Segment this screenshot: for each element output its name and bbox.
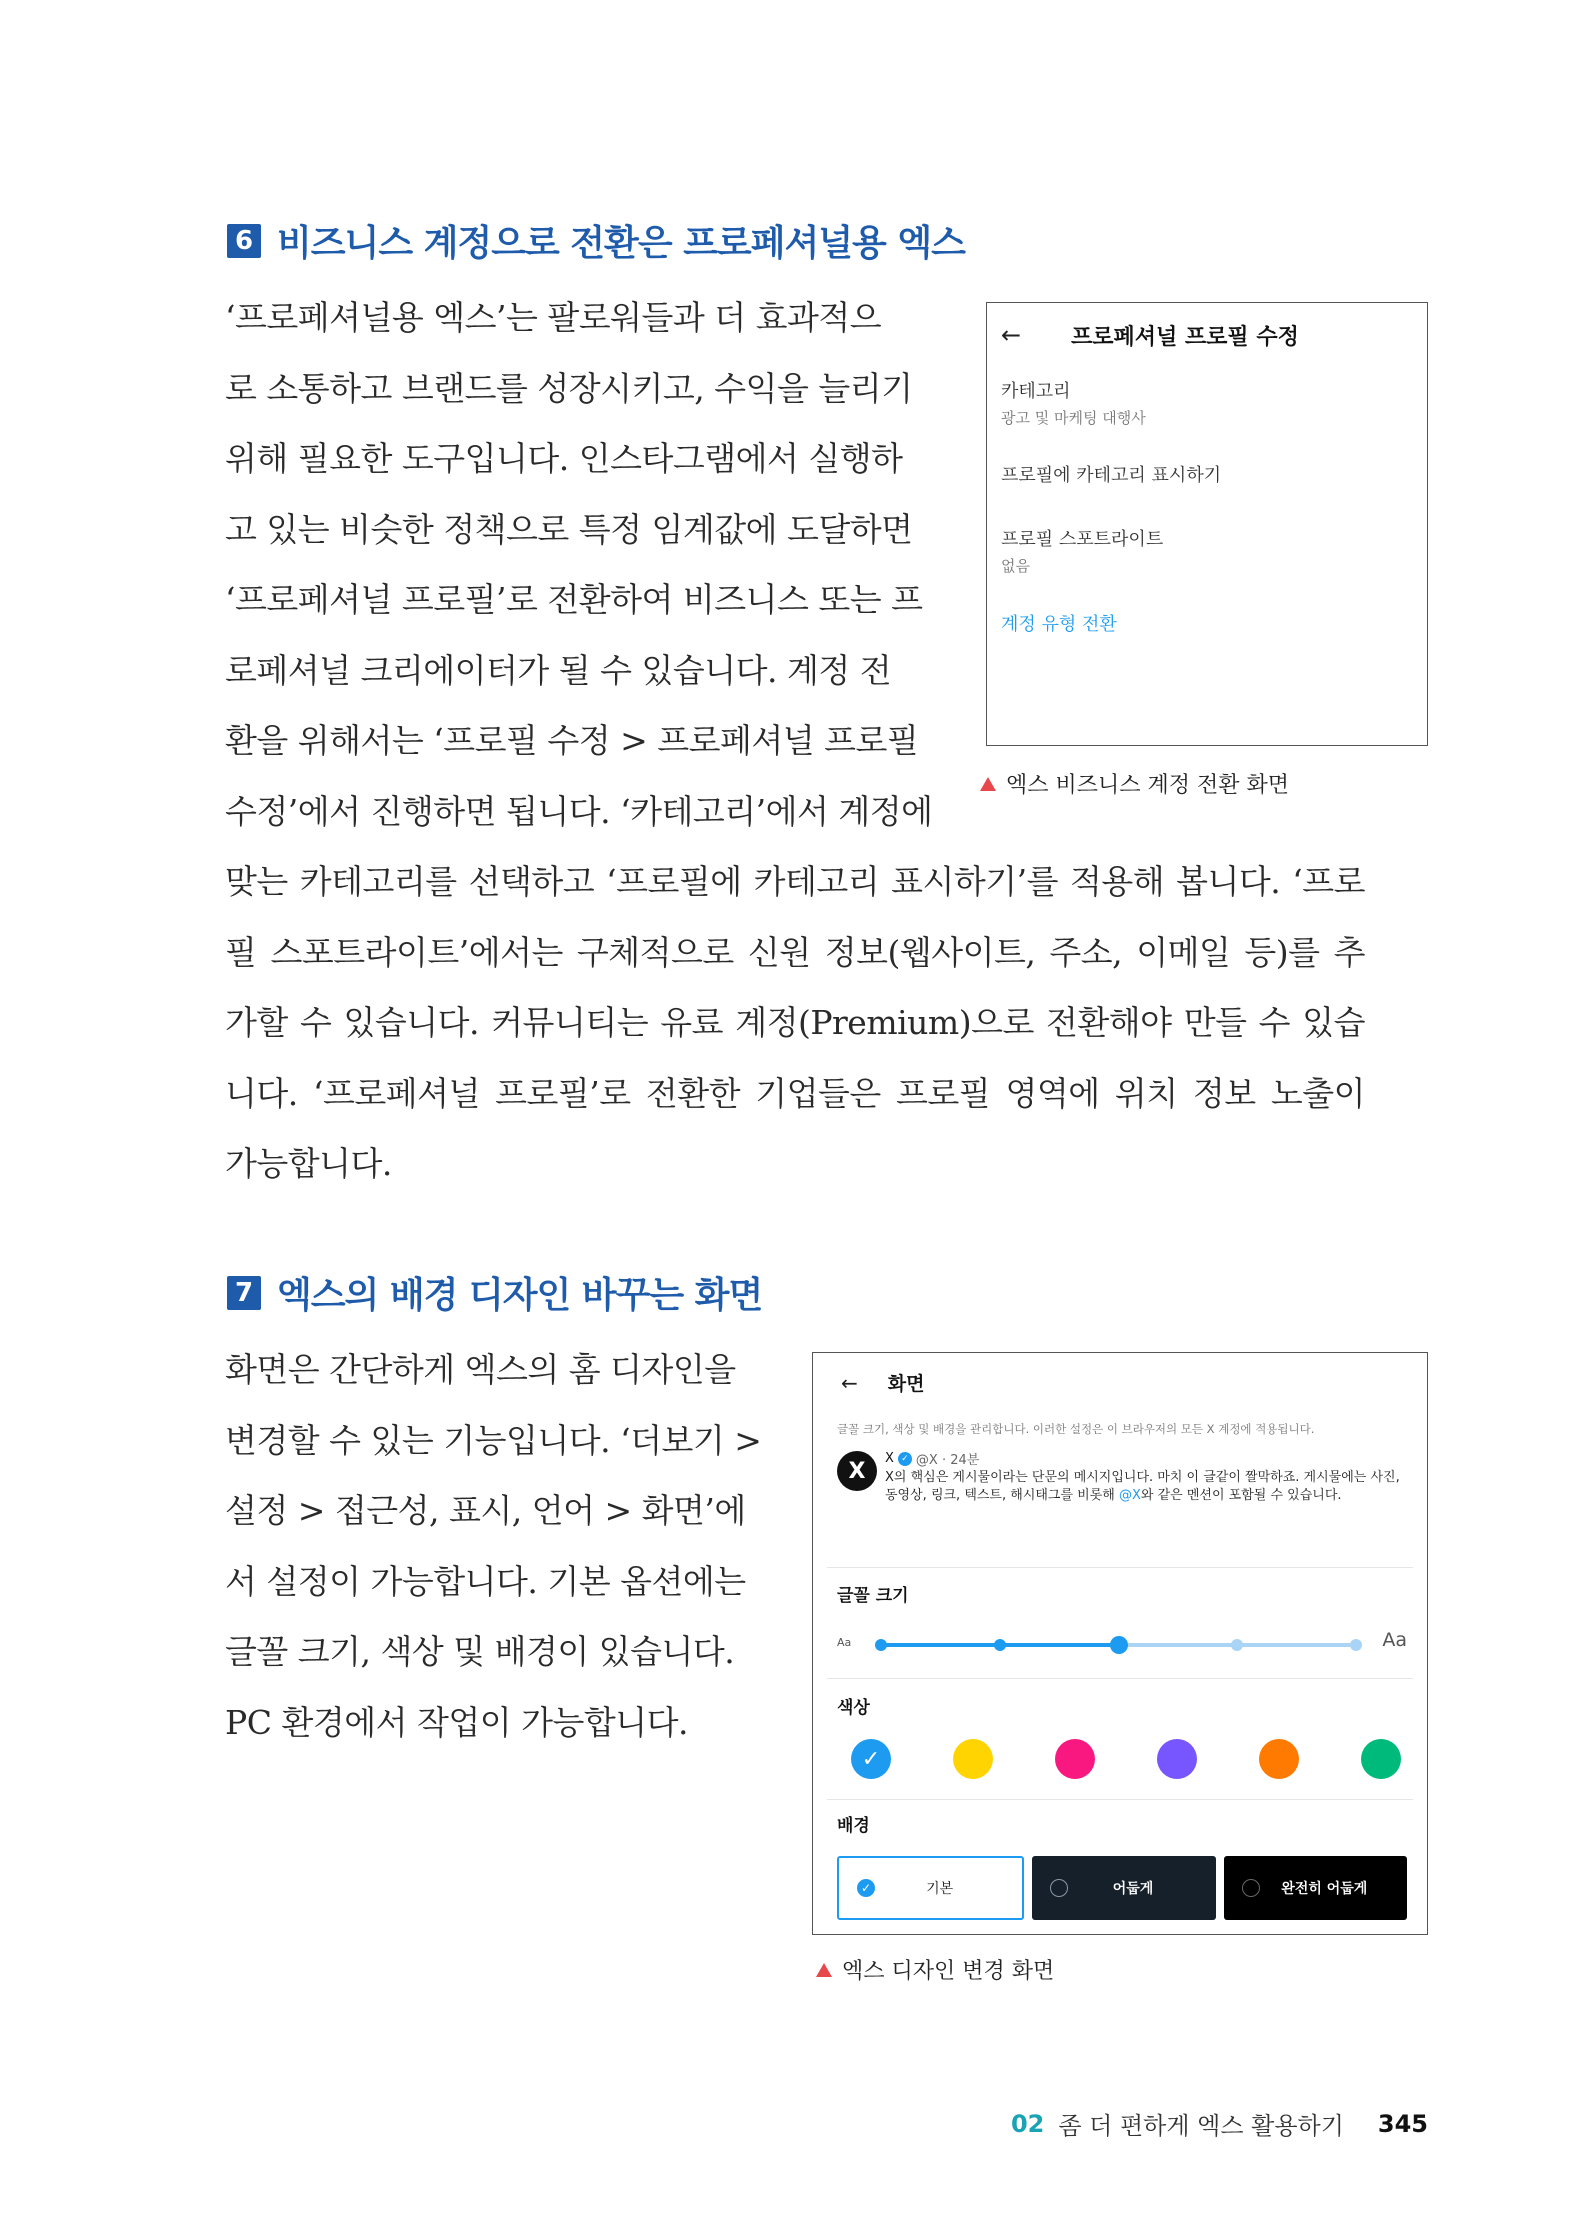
page-number: 345 xyxy=(1377,2109,1428,2138)
section-title: 비즈니스 계정으로 전환은 프로페셔널용 엑스 xyxy=(277,223,965,264)
category-value: 광고 및 마케팅 대행사 xyxy=(1001,409,1146,427)
settings-description: 글꼴 크기, 색상 및 배경을 관리합니다. 이러한 설정은 이 브라우저의 모든 X 계정에 적용됩니다. xyxy=(837,1422,1315,1436)
font-size-slider[interactable] xyxy=(837,1629,1407,1659)
paragraph-line: ‘프로페셔널용 엑스’는 팔로워들과 더 효과적으 xyxy=(225,298,882,337)
font-size-label: 글꼴 크기 xyxy=(837,1586,909,1606)
caption-text: 엑스 비즈니스 계정 전환 화면 xyxy=(1006,773,1289,798)
x-logo-icon: X xyxy=(837,1451,877,1491)
paragraph-line: 변경할 수 있는 기능입니다. ‘더보기 > xyxy=(225,1420,762,1460)
paragraph-line: 로페셔널 크리에이터가 될 수 있습니다. 계정 전 xyxy=(225,650,892,690)
paragraph-line: 필 스포트라이트’에서는 구체적으로 신원 정보(웹사이트, 주소, 이메일 등)를 추 xyxy=(225,932,1365,972)
divider xyxy=(827,1567,1413,1568)
figure-title: 화면 xyxy=(887,1373,925,1395)
paragraph-line: 위해 필요한 도구입니다. 인스타그램에서 실행하 xyxy=(225,439,903,478)
section-number-badge: 6 xyxy=(227,224,261,258)
section-7-paragraph xyxy=(225,1335,785,1758)
category-label: 카테고리 xyxy=(1001,381,1071,402)
background-label: 배경 xyxy=(837,1816,870,1836)
display-settings-screenshot xyxy=(812,1352,1428,1935)
paragraph-line: 설정 > 접근성, 표시, 언어 > 화면’에 xyxy=(225,1491,746,1530)
font-large-label: Aa xyxy=(1382,1629,1407,1651)
color-swatch[interactable]: ✓ xyxy=(851,1739,891,1779)
post-author: X xyxy=(885,1451,894,1466)
figure-header xyxy=(841,1369,924,1396)
section-7-heading xyxy=(227,1267,762,1318)
professional-profile-screenshot xyxy=(986,302,1428,746)
divider xyxy=(827,1678,1413,1679)
caption-text: 엑스 디자인 변경 화면 xyxy=(842,1959,1055,1984)
chapter-number: 02 xyxy=(1010,2109,1045,2138)
background-option-label: 기본 xyxy=(926,1881,954,1897)
spotlight-label: 프로필 스포트라이트 xyxy=(1001,529,1164,550)
color-swatch[interactable] xyxy=(1361,1739,1401,1779)
color-swatch[interactable] xyxy=(1055,1739,1095,1779)
paragraph-line: 맞는 카테고리를 선택하고 ‘프로필에 카테고리 표시하기’를 적용해 봅니다. ‘프로 xyxy=(225,862,1365,901)
section-6-paragraph-continued xyxy=(225,847,1365,1200)
section-6-paragraph xyxy=(225,283,940,847)
paragraph-line: PC 환경에서 작업이 가능합니다. xyxy=(225,1702,688,1742)
slider-step-dot[interactable] xyxy=(875,1639,887,1651)
figure-1-caption xyxy=(980,768,1289,799)
post-handle: @X · 24분 xyxy=(915,1453,980,1468)
slider-step-dot[interactable] xyxy=(994,1639,1006,1651)
paragraph-line: 니다. ‘프로페셔널 프로필’로 전환한 기업들은 프로필 영역에 위치 정보 노출이 xyxy=(225,1073,1365,1113)
caption-triangle-icon xyxy=(816,1963,832,1977)
paragraph-line: 수정’에서 진행하면 됩니다. ‘카테고리’에서 계정에 xyxy=(225,791,933,831)
chapter-title: 좀 더 편하게 엑스 활용하기 xyxy=(1058,2112,1344,2140)
paragraph-line: 환을 위해서는 ‘프로필 수정 > 프로페셔널 프로필 xyxy=(225,721,919,760)
paragraph-line: 가능합니다. xyxy=(225,1144,392,1183)
figure-2-caption xyxy=(816,1954,1054,1985)
color-swatch[interactable] xyxy=(1259,1739,1299,1779)
section-number-badge: 7 xyxy=(227,1276,261,1310)
switch-account-label: 계정 유형 전환 xyxy=(1001,614,1117,635)
show-category-setting[interactable] xyxy=(1001,461,1221,487)
figure-header xyxy=(1001,315,1413,355)
background-options xyxy=(837,1856,1407,1920)
paragraph-line: 화면은 간단하게 엑스의 홈 디자인을 xyxy=(225,1350,736,1389)
divider xyxy=(827,1799,1413,1800)
slider-step-dot[interactable] xyxy=(1350,1639,1362,1651)
spotlight-value: 없음 xyxy=(1001,557,1030,575)
color-swatch[interactable] xyxy=(953,1739,993,1779)
paragraph-line: 글꼴 크기, 색상 및 배경이 있습니다. xyxy=(225,1632,735,1671)
paragraph-line: 가할 수 있습니다. 커뮤니티는 유료 계정(Premium)으로 전환해야 만들 수 있습 xyxy=(225,1003,1365,1042)
show-category-label: 프로필에 카테고리 표시하기 xyxy=(1001,465,1222,486)
background-dim-button[interactable] xyxy=(1032,1856,1215,1920)
switch-account-type-link[interactable] xyxy=(1001,610,1117,636)
post-meta xyxy=(885,1449,979,1468)
slider-track[interactable] xyxy=(881,1643,1356,1647)
post-text xyxy=(885,1469,1407,1505)
paragraph-line: 서 설정이 가능합니다. 기본 옵션에는 xyxy=(225,1561,746,1601)
radio-icon xyxy=(1242,1879,1260,1897)
slider-thumb[interactable] xyxy=(1110,1636,1128,1654)
caption-triangle-icon xyxy=(980,777,996,791)
section-title: 엑스의 배경 디자인 바꾸는 화면 xyxy=(277,1275,763,1316)
background-lights-out-button[interactable] xyxy=(1224,1856,1407,1920)
page-footer xyxy=(1011,2106,1428,2141)
paragraph-line: 고 있는 비슷한 정책으로 특정 임계값에 도달하면 xyxy=(225,509,913,549)
post-text-before: X의 핵심은 게시물이라는 단문의 메시지입니다. 마치 이 글같이 짤막하죠. 게시물에는 사진, 동영상, 링크, 텍스트, 해시태그를 비롯해 xyxy=(885,1470,1400,1503)
slider-step-dot[interactable] xyxy=(1231,1639,1243,1651)
background-default-button[interactable] xyxy=(837,1856,1024,1920)
back-arrow-icon[interactable]: ← xyxy=(1001,321,1022,349)
color-options xyxy=(851,1739,1401,1783)
selected-radio-icon: ✓ xyxy=(857,1879,875,1897)
figure-title: 프로페셔널 프로필 수정 xyxy=(1071,324,1299,350)
post-mention: @X xyxy=(1119,1488,1141,1503)
spotlight-setting[interactable] xyxy=(1001,525,1163,576)
radio-icon xyxy=(1050,1879,1068,1897)
back-arrow-icon[interactable]: ← xyxy=(841,1370,858,1395)
background-option-label: 완전히 어둡게 xyxy=(1281,1881,1368,1897)
paragraph-line: 로 소통하고 브랜드를 성장시키고, 수익을 늘리기 xyxy=(225,368,913,408)
paragraph-line: ‘프로페셔널 프로필’로 전환하여 비즈니스 또는 프 xyxy=(225,580,923,619)
font-small-label: Aa xyxy=(837,1636,852,1649)
category-setting[interactable] xyxy=(1001,377,1146,428)
color-swatch[interactable] xyxy=(1157,1739,1197,1779)
post-text-after: 와 같은 멘션이 포함될 수 있습니다. xyxy=(1140,1488,1342,1503)
section-6-heading xyxy=(227,215,965,266)
verified-badge-icon: ✓ xyxy=(898,1452,912,1466)
background-option-label: 어둡게 xyxy=(1112,1881,1154,1897)
preview-post xyxy=(837,1447,1407,1527)
color-label: 색상 xyxy=(837,1698,870,1718)
